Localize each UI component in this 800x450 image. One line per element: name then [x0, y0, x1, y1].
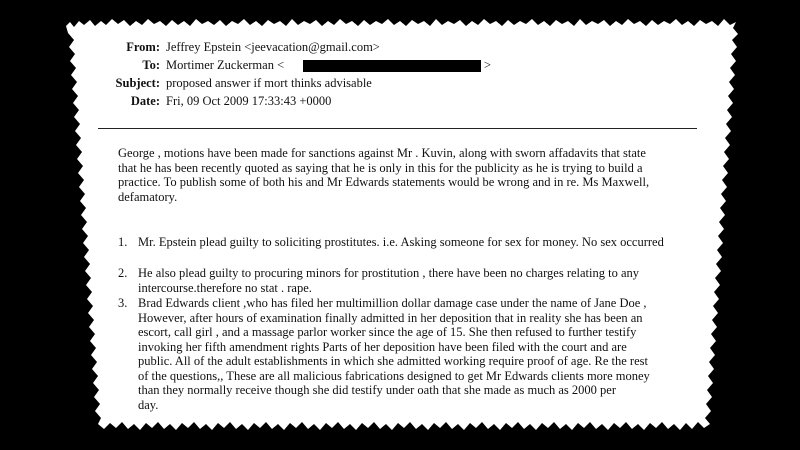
- from-value: Jeffrey Epstein <jeevacation@gmail.com>: [166, 40, 380, 54]
- list-item-text: [138, 266, 713, 295]
- list-item-line: day.: [138, 397, 159, 412]
- intro-line: defamatory.: [118, 189, 178, 204]
- list-item-text: [138, 235, 713, 250]
- list-item-line: He also plead guilty to procuring minors for prostitution , there have been no charges relating to any: [138, 266, 640, 280]
- to-value: Mortimer Zuckerman <: [166, 58, 285, 72]
- list-item-number: 1.: [118, 235, 128, 249]
- date-label: Date:: [130, 94, 160, 108]
- to-label: To:: [142, 58, 160, 72]
- list-item-line: Brad Edwards client ,who has filed her multimillion dollar damage case under the name of Jane Doe ,: [138, 296, 647, 310]
- list-item-number: 2.: [118, 266, 128, 280]
- list-item-line: Mr. Epstein plead guilty to soliciting prostitutes. i.e. Asking someone for sex for money. No sex occurred: [138, 235, 664, 249]
- intro-line: that he has been recently quoted as saying that he is only in this for the publicity as he is trying to build a: [118, 160, 643, 175]
- list-item-number: 3.: [118, 296, 128, 310]
- intro-paragraph: [118, 146, 708, 204]
- subject-value: proposed answer if mort thinks advisable: [166, 76, 372, 90]
- list-item-text: [138, 296, 713, 412]
- subject-label: Subject:: [115, 76, 160, 90]
- list-item-line: However, after hours of examination finally admitted in her deposition that in reality she has been an: [138, 310, 643, 325]
- list-item-line: of the questions,, These are all malicious fabrications designed to get Mr Edwards clients more money: [138, 368, 650, 383]
- intro-line: practice. To publish some of both his and Mr Edwards statements would be wrong and in re. Ms Maxwell,: [118, 175, 650, 189]
- date-value: Fri, 09 Oct 2009 17:33:43 +0000: [166, 94, 332, 108]
- to-close-bracket: >: [484, 58, 492, 72]
- intro-line: George , motions have been made for sanctions against Mr . Kuvin, along with sworn affadavits that state: [118, 146, 646, 160]
- list-item-line: invoking her fifth amendment rights Parts of her deposition have been filed with the court and are: [138, 339, 627, 354]
- list-item-line: public. All of the adult establishments in which she admitted working require proof of age. Re the rest: [138, 354, 648, 368]
- list-item-line: intercourse.therefore no stat . rape.: [138, 280, 312, 295]
- from-label: From:: [126, 40, 160, 54]
- list-item-line: escort, call girl , and a massage parlor worker since the age of 15. She then refused to further testify: [138, 325, 637, 339]
- list-item-line: than they normally receive though she did testify under oath that she made as much as 2000 per: [138, 383, 616, 397]
